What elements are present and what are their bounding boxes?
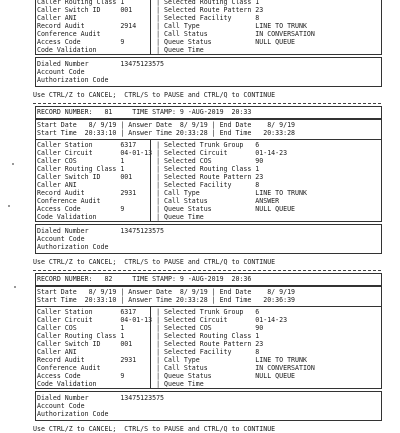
- field-row: Caller Routing Class 1 | Selected Routing Class 1: [33, 165, 260, 173]
- control-instructions: Use CTRL/Z to CANCEL; CTRL/S to PAUSE and CTRL/Q to CONTINUE: [33, 425, 276, 433]
- dialed-frame: [35, 57, 382, 87]
- field-row: Caller Station 6317 | Selected Trunk Group 6: [33, 141, 260, 149]
- field-row: Caller Switch ID 001 | Selected Route Pattern 23: [33, 6, 264, 14]
- authorization-code-row: Authorization Code: [33, 76, 109, 84]
- record-header: RECORD NUMBER: 81 TIME STAMP: 9 -AUG-2019 20:33: [33, 108, 252, 116]
- field-row: Caller Circuit 04-01-13 | Selected Circuit 01-14-23: [33, 316, 288, 324]
- date-frame: [35, 286, 382, 307]
- scan-speck: [14, 286, 16, 288]
- field-row: Caller Switch ID 001 | Selected Route Pattern 23: [33, 340, 264, 348]
- fields-frame: [35, 306, 382, 389]
- field-row: Caller ANI | Selected Facility 8: [33, 348, 260, 356]
- field-row: Code Validation | Queue Time: [33, 380, 256, 388]
- time-row: Start Time 20:33:10 | Answer Time 20:33:28 | End Time 20:33:28: [33, 129, 296, 137]
- field-row: Code Validation | Queue Time: [33, 213, 256, 221]
- field-row: Caller Routing Class 1 | Selected Routing Class 1: [33, 332, 260, 340]
- record-header: RECORD NUMBER: 82 TIME STAMP: 9 -AUG-2019 20:36: [33, 275, 252, 283]
- field-row: Record Audit 2931 | Call Type LINE TO TRUNK: [33, 356, 307, 364]
- field-row: Conference Audit | Call Status IN CONVERSATION: [33, 30, 315, 38]
- dialed-number-row: Dialed Number 13475123575: [33, 227, 165, 235]
- scan-speck: [12, 163, 14, 165]
- time-row: Start Time 20:33:10 | Answer Time 20:33:28 | End Time 20:36:39: [33, 296, 296, 304]
- record-separator: [33, 103, 381, 104]
- field-row: Caller Switch ID 001 | Selected Route Pattern 23: [33, 173, 264, 181]
- header-frame: [35, 106, 382, 119]
- field-row: Caller Station 6317 | Selected Trunk Group 6: [33, 308, 260, 316]
- field-row: Caller ANI | Selected Facility 8: [33, 14, 260, 22]
- field-row: Caller COS 1 | Selected COS 90: [33, 157, 264, 165]
- field-row: Caller COS 1 | Selected COS 90: [33, 324, 264, 332]
- scan-speck: [8, 205, 10, 207]
- control-instructions: Use CTRL/Z to CANCEL; CTRL/S to PAUSE and CTRL/Q to CONTINUE: [33, 258, 276, 266]
- account-code-row: Account Code: [33, 68, 85, 76]
- field-row: Access Code 9 | Queue Status NULL QUEUE: [33, 205, 296, 213]
- date-row: Start Date 8/ 9/19 | Answer Date 8/ 9/19 | End Date 8/ 9/19: [33, 288, 296, 296]
- account-code-row: Account Code: [33, 235, 85, 243]
- dialed-frame: [35, 391, 382, 421]
- record-separator: [33, 270, 381, 271]
- field-row: Access Code 9 | Queue Status NULL QUEUE: [33, 372, 296, 380]
- authorization-code-row: Authorization Code: [33, 243, 109, 251]
- authorization-code-row: Authorization Code: [33, 410, 109, 418]
- fields-frame: [35, 139, 382, 222]
- control-instructions: Use CTRL/Z to CANCEL; CTRL/S to PAUSE and CTRL/Q to CONTINUE: [33, 91, 276, 99]
- account-code-row: Account Code: [33, 402, 85, 410]
- field-row: Record Audit 2931 | Call Type LINE TO TRUNK: [33, 189, 307, 197]
- field-row: Conference Audit | Call Status IN CONVERSATION: [33, 364, 315, 372]
- dialed-frame: [35, 224, 382, 254]
- field-row: Code Validation | Queue Time: [33, 46, 256, 54]
- dialed-number-row: Dialed Number 13475123575: [33, 394, 165, 402]
- field-row: Caller Circuit 04-01-13 | Selected Circuit 01-14-23: [33, 149, 288, 157]
- field-row: Caller Routing Class 1 | Selected Routing Class 1: [33, 0, 260, 6]
- date-frame: [35, 119, 382, 140]
- field-row: Caller ANI | Selected Facility 8: [33, 181, 260, 189]
- field-row: Access Code 9 | Queue Status NULL QUEUE: [33, 38, 296, 46]
- record-frame: [35, 0, 382, 55]
- field-row: Conference Audit | Call Status ANSWER: [33, 197, 280, 205]
- dialed-number-row: Dialed Number 13475123575: [33, 60, 165, 68]
- header-frame: [35, 273, 382, 286]
- field-row: Record Audit 2914 | Call Type LINE TO TRUNK: [33, 22, 307, 30]
- date-row: Start Date 8/ 9/19 | Answer Date 8/ 9/19 | End Date 8/ 9/19: [33, 121, 296, 129]
